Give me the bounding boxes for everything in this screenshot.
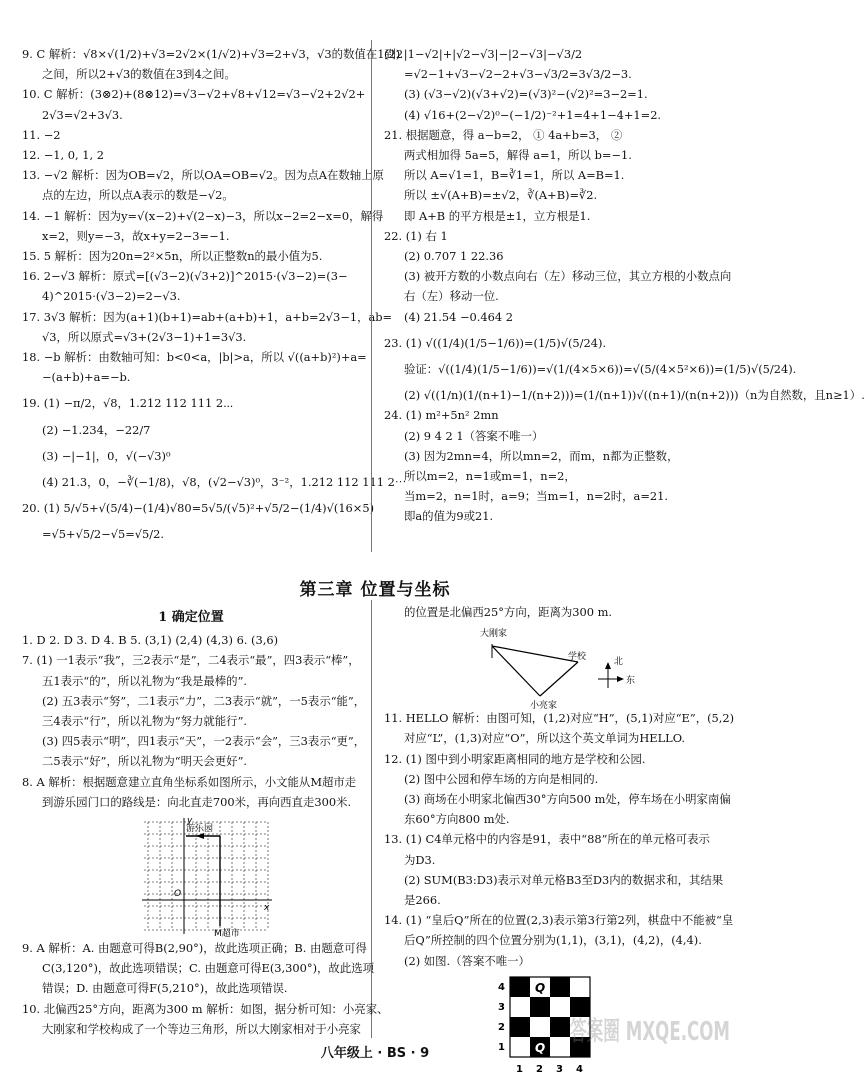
- answer-9: 9. C 解析：√8×√(1/2)+√3=2√2×(1/√2)+√3=2+√3，√3的数值在1到2: [22, 47, 404, 61]
- answer-16: 16. 2−√3 解析：原式=[(√3−2)(√3+2)]^2015·(√3−2)=(3−: [22, 269, 348, 284]
- answer-22-2: (2) 0.707 1 22.36: [404, 249, 504, 264]
- answer-24-2: (2) 9 4 2 1（答案不唯一）: [404, 428, 544, 443]
- answers-1-6: 1. D 2. D 3. D 4. B 5. (3,1) (2,4) (4,3) 6. (3,6): [22, 633, 279, 648]
- answer-13-cont: 点的左边，所以点A表示的数是−√2。: [42, 188, 234, 203]
- answer-21: 21. 根据题意，得 a−b=2， ① 4a+b=3， ②: [384, 127, 623, 142]
- chapter-title: 第三章 位置与坐标: [299, 580, 451, 600]
- answer-10-b-cont: 大刚家和学校构成了一个等边三角形，所以大刚家相对于小亮家: [42, 1021, 361, 1036]
- answer-18-cont: −(a+b)+a=−b.: [42, 370, 131, 385]
- answer-19-2: (2) −1.234，−22/7: [42, 422, 151, 437]
- answer-7-2-cont: 三4表示“行”，所以礼物为“努力就能行”.: [42, 714, 248, 729]
- queen-top: Q: [535, 980, 546, 995]
- col-label-2: 2: [536, 1063, 543, 1075]
- right-column: [384, 44, 865, 527]
- answer-14-b-1-cont: 后Q”所控制的四个位置分别为(1,1)，(3,1)，(4,2)，(4,4).: [404, 933, 702, 948]
- answer-22-4: (4) 21.54 −0.464 2: [404, 309, 514, 324]
- answer-15: 15. 5 解析：因为20n=2²×5n，所以正整数n的最小值为5.: [22, 249, 323, 264]
- answer-21-line2: 两式相加得 5a=5，解得 a=1，所以 b=−1.: [404, 148, 632, 163]
- school-label: 学校: [568, 652, 587, 663]
- row-label-1: 1: [498, 1041, 505, 1053]
- answer-24-3-line2: 所以m=2，n=1或m=1，n=2，: [404, 469, 576, 484]
- xiaoliang-label: 小亮家: [530, 701, 558, 712]
- answer-19-3: (3) −|−1|，0，√(−√3)⁰: [42, 448, 171, 463]
- answer-14: 14. −1 解析：因为y=√(x−2)+√(2−x)−3，所以x−2=2−x=0，解得: [22, 208, 384, 223]
- answer-13-b-2: (2) SUM(B3:D3)表示对单元格B3至D3内的数据求和，其结果: [404, 872, 724, 887]
- answer-20-2-cont: =√2−1+√3−√2−2+√3−√3/2=3√3/2−3.: [404, 67, 632, 82]
- row-label-2: 2: [498, 1021, 505, 1033]
- answer-9-cont: 之间，所以2+√3的数值在3到4之间。: [42, 67, 236, 82]
- answer-22-3-cont: 右（左）移动一位.: [404, 289, 499, 304]
- answer-7-1-cont: 五1表示“的”，所以礼物为“我是最棒的”.: [42, 673, 248, 688]
- answer-17-cont: √3，所以原式=√3+(2√3−1)+1=3√3.: [42, 329, 247, 344]
- answer-14-cont: x=2，则y=−3，故x+y=2−3=−1.: [42, 228, 230, 243]
- answer-16-cont: 4)^2015·(√3−2)=2−√3.: [42, 289, 181, 304]
- answer-23-2: (2) √((1/n)(1/(n+1)−1/(n+2)))=(1/(n+1))√((n+1)/(n(n+2)))（n为自然数，且n≥1）.: [404, 388, 865, 403]
- answer-12-b-1: 12. (1) 图中到小明家距离相同的地方是学校和公园.: [384, 751, 646, 766]
- answer-24-1: 24. (1) m²+5n² 2mn: [384, 408, 499, 423]
- watermark-text: 答案圈 MXQE.COM: [570, 1017, 730, 1047]
- answer-10: 10. C 解析：(3⊗2)+(8⊗12)=√3−√2+√8+√12=√3−√2+2√2+: [22, 87, 366, 102]
- answer-24-3-line3: 当m=2，n=1时，a=9；当m=1，n=2时，a=21.: [404, 489, 668, 504]
- answer-24-3: (3) 因为2mn=4，所以mn=2，而m，n都为正整数，: [404, 448, 679, 463]
- answer-22-3: (3) 被开方数的小数点向右（左）移动三位，其立方根的小数点向: [404, 269, 732, 284]
- col-label-4: 4: [576, 1063, 583, 1075]
- dagang-label: 大刚家: [480, 629, 508, 640]
- answer-12-b-3: (3) 商场在小明家北偏西30°方向500 m处，停车场在小明家南偏: [404, 792, 731, 807]
- side-school-xiaoliang: [540, 662, 578, 696]
- answer-21-line5: 即 A+B 的平方根是±1，立方根是1.: [404, 208, 591, 223]
- answer-18: 18. −b 解析：由数轴可知：b<0<a，|b|>a，所以 √((a+b)²)+a=: [22, 350, 367, 365]
- answer-8: 8. A 解析：根据题意建立直角坐标系如图所示，小文能从M超市走: [22, 774, 357, 789]
- triangle-figure: [458, 622, 658, 712]
- answer-7-3-cont: 二5表示“好”，所以礼物为“明天会更好”.: [42, 754, 248, 769]
- row-label-3: 3: [498, 1001, 505, 1013]
- answer-7-3: (3) 四5表示“明”，四1表示“天”，一2表示“会”，三3表示“更”，: [42, 734, 366, 749]
- north-label: 北: [614, 657, 624, 668]
- answer-11-b: 11. HELLO 解析：由图可知，(1,2)对应“H”，(5,1)对应“E”，(5,2): [384, 711, 735, 726]
- page-footer: 八年级上 · BS · 9: [320, 1046, 430, 1061]
- answer-10-b-end: 的位置是北偏西25°方向，距离为300 m.: [404, 605, 613, 619]
- answer-9-b-line3: 错误；D. 由题意可得F(5,210°)，故此选项错误.: [42, 981, 288, 996]
- answer-20-4: (4) √16+(2−√2)⁰−(−1/2)⁻²+1=4+1−4+1=2.: [404, 107, 662, 122]
- answer-10-b: 10. 北偏西25°方向，距离为300 m 解析：如图，据分析可知：小亮家、: [22, 1001, 389, 1016]
- park-label: 游乐园: [186, 824, 214, 835]
- answer-20-3: (3) (√3−√2)(√3+√2)=(√3)²−(√2)²=3−2=1.: [404, 87, 648, 102]
- right-column-lower: [384, 602, 736, 1079]
- answer-12-b-3-cont: 东60°方向800 m处.: [404, 812, 510, 827]
- answer-14-b-1: 14. (1) “皇后Q”所在的位置(2,3)表示第3行第2列，棋盘中不能被“皇: [384, 913, 734, 928]
- answer-17: 17. 3√3 解析：因为(a+1)(b+1)=ab+(a+b)+1，a+b=2√3−1，ab=: [22, 309, 393, 324]
- row-label-4: 4: [498, 981, 505, 993]
- answer-21-line3: 所以 A=√1=1，B=∛1=1，所以 A=B=1.: [404, 168, 625, 183]
- answer-13: 13. −√2 解析：因为OB=√2，所以OA=OB=√2。因为点A在数轴上原: [22, 168, 384, 183]
- answer-11: 11. −2: [22, 127, 61, 142]
- answer-13-b-1-cont: 为D3.: [404, 852, 436, 867]
- answer-20-1: 20. (1) 5/√5+√(5/4)−(1/4)√80=5√5/(√5)²+√5/2−(1/4)√(16×5): [22, 501, 375, 516]
- answer-22-1: 22. (1) 右 1: [384, 228, 448, 243]
- answer-12-b-2: (2) 图中公园和停车场的方向是相同的.: [404, 771, 599, 786]
- answer-20-1-cont: =√5+√5/2−√5=√5/2.: [42, 527, 164, 542]
- answer-13-b-2-cont: 是266.: [404, 893, 441, 908]
- answer-20-2: (2) |1−√2|+|√2−√3|−|2−√3|−√3/2: [384, 47, 583, 61]
- col-label-3: 3: [556, 1063, 563, 1075]
- answer-14-b-2: (2) 如图.（答案不唯一）: [404, 953, 530, 968]
- column-divider: [371, 40, 372, 552]
- answer-19-1: 19. (1) −π/2，√8，1.212 112 111 2⋯: [22, 396, 234, 411]
- answer-9-b-line2: C(3,120°)，故此选项错误；C. 由题意可得E(3,300°)，故此选项: [42, 961, 374, 976]
- answer-10-cont: 2√3=√2+3√3.: [42, 107, 123, 122]
- answer-8-cont: 到游乐园门口的路线是：向北直走700米，再向西直走300米.: [42, 794, 352, 809]
- map-grid-figure: [140, 814, 276, 938]
- queen-bottom: Q: [535, 1040, 546, 1055]
- answer-7-2: (2) 五3表示“努”，二1表示“力”，二3表示“就”，一5表示“能”，: [42, 693, 366, 708]
- answer-19-4: (4) 21.3，0，−∛(−1/8)，√8，(√2−√3)⁰，3⁻²，1.212 112 111 2⋯: [42, 475, 407, 490]
- answer-23-1: 23. (1) √((1/4)(1/5−1/6))=(1/5)√(5/24).: [384, 335, 607, 350]
- answer-13-b-1: 13. (1) C4单元格中的内容是91，表中“88”所在的单元格可表示: [384, 832, 710, 847]
- answer-24-3-line4: 即a的值为9或21.: [404, 509, 494, 524]
- east-label: 东: [626, 676, 636, 687]
- answer-7-1: 7. (1) 一1表示“我”，三2表示“是”，二4表示“最”，四3表示“棒”，: [22, 653, 360, 668]
- answer-9-b: 9. A 解析：A. 由题意可得B(2,90°)，故此选项正确；B. 由题意可得: [22, 941, 367, 956]
- x-axis-label: x: [264, 903, 270, 914]
- answer-12: 12. −1, 0, 1, 2: [22, 148, 104, 163]
- answer-21-line4: 所以 ±√(A+B)=±√2，∛(A+B)=∛2.: [404, 188, 598, 203]
- left-column: [22, 44, 407, 545]
- left-column-lower: [22, 608, 389, 1039]
- answer-23-verify: 验证：√((1/4)(1/5−1/6))=√(1/(4×5×6))=√(5/(4×5²×6))=(1/5)√(5/24).: [404, 362, 797, 377]
- market-label: M超市: [214, 929, 240, 940]
- answer-11-b-cont: 对应“L”，(1,3)对应“O”，所以这个英文单词为HELLO.: [404, 731, 685, 746]
- origin-label: O: [174, 889, 182, 900]
- col-label-1: 1: [516, 1063, 523, 1075]
- y-axis-label: y: [187, 816, 193, 827]
- watermark-logo: [566, 1010, 736, 1080]
- section-title: 1 确定位置: [158, 610, 224, 625]
